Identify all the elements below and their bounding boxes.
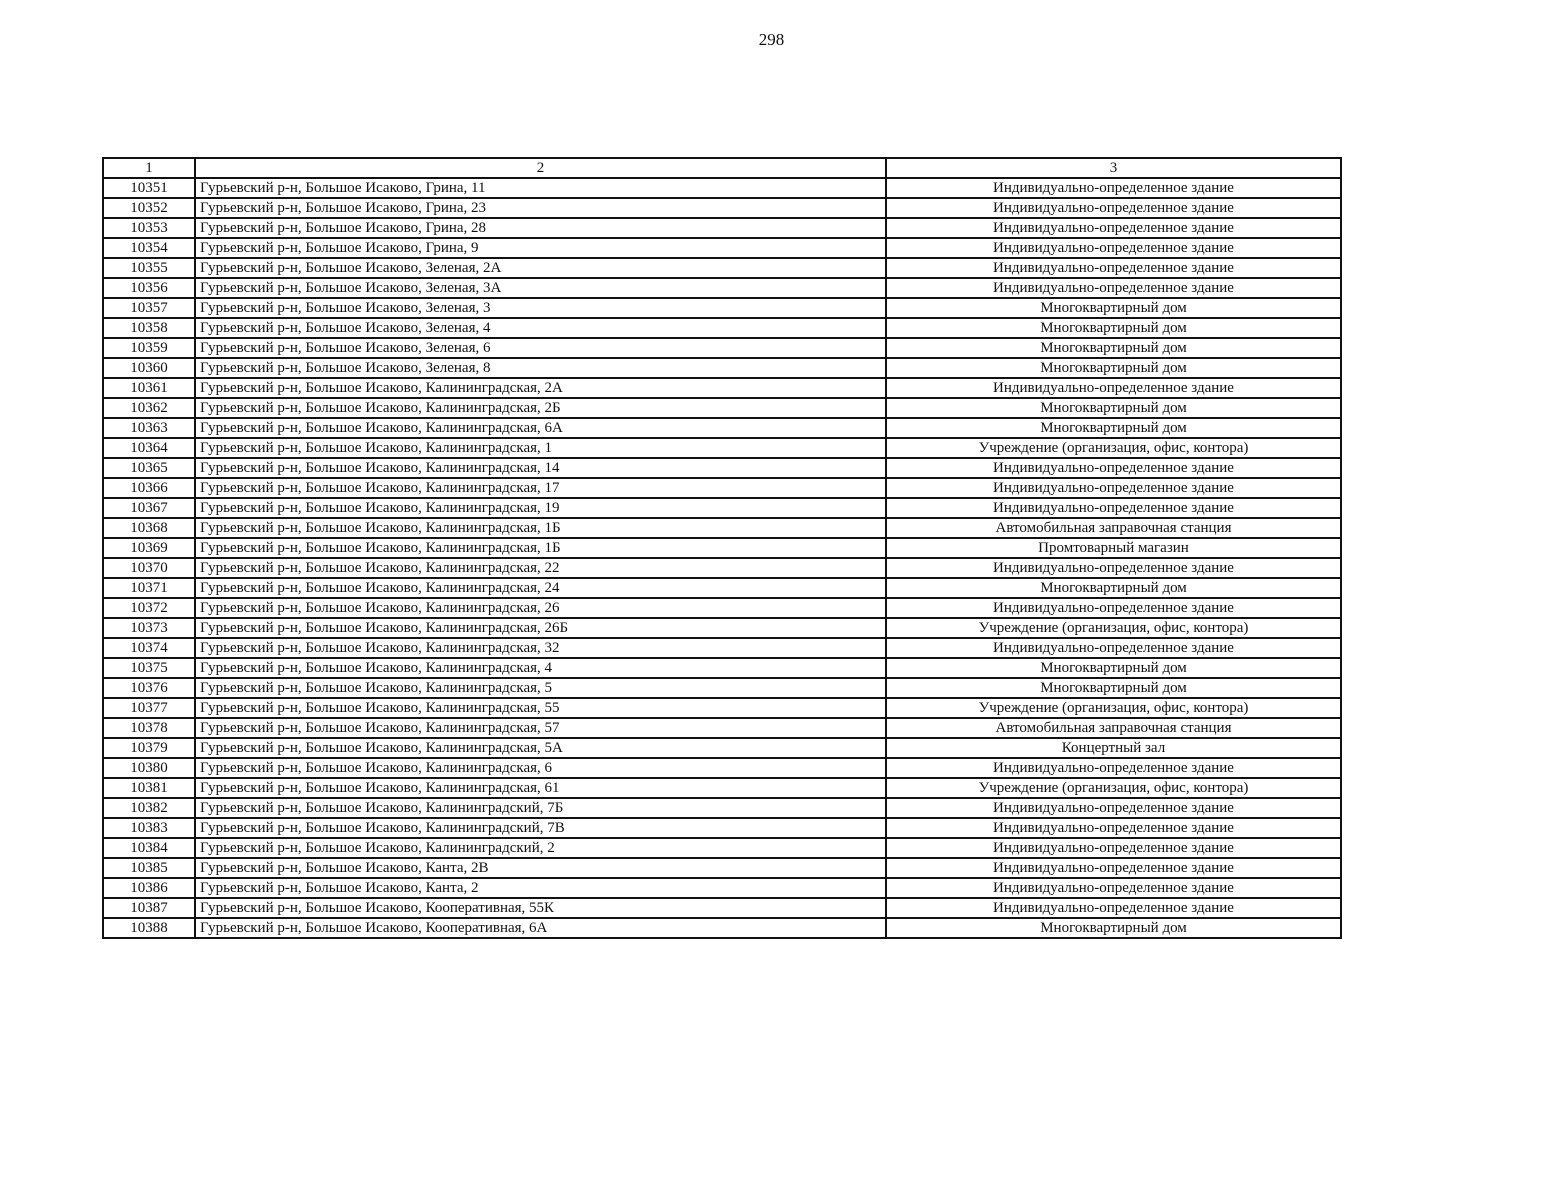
cell-object-type: Индивидуально-определенное здание bbox=[886, 498, 1341, 518]
cell-address: Гурьевский р-н, Большое Исаково, Калининградская, 24 bbox=[195, 578, 886, 598]
cell-object-type: Учреждение (организация, офис, контора) bbox=[886, 778, 1341, 798]
cell-number: 10366 bbox=[103, 478, 195, 498]
cell-address: Гурьевский р-н, Большое Исаково, Грина, 23 bbox=[195, 198, 886, 218]
table-row bbox=[103, 278, 1341, 298]
cell-number: 10380 bbox=[103, 758, 195, 778]
table-row bbox=[103, 638, 1341, 658]
cell-address: Гурьевский р-н, Большое Исаково, Калининградская, 19 bbox=[195, 498, 886, 518]
cell-object-type: Индивидуально-определенное здание bbox=[886, 258, 1341, 278]
cell-object-type: Многоквартирный дом bbox=[886, 338, 1341, 358]
cell-object-type: Многоквартирный дом bbox=[886, 318, 1341, 338]
cell-object-type: Индивидуально-определенное здание bbox=[886, 458, 1341, 478]
cell-number: 10362 bbox=[103, 398, 195, 418]
cell-number: 10388 bbox=[103, 918, 195, 938]
cell-number: 10385 bbox=[103, 858, 195, 878]
cell-address: Гурьевский р-н, Большое Исаково, Калининградская, 22 bbox=[195, 558, 886, 578]
table-row bbox=[103, 758, 1341, 778]
cell-address: Гурьевский р-н, Большое Исаково, Зеленая, 2А bbox=[195, 258, 886, 278]
cell-number: 10353 bbox=[103, 218, 195, 238]
cell-address: Гурьевский р-н, Большое Исаково, Калининградская, 55 bbox=[195, 698, 886, 718]
cell-object-type: Индивидуально-определенное здание bbox=[886, 478, 1341, 498]
table-row bbox=[103, 598, 1341, 618]
table-row bbox=[103, 558, 1341, 578]
cell-address: Гурьевский р-н, Большое Исаково, Калининградская, 4 bbox=[195, 658, 886, 678]
table-row bbox=[103, 458, 1341, 478]
cell-address: Гурьевский р-н, Большое Исаково, Калининградская, 1Б bbox=[195, 518, 886, 538]
table-row bbox=[103, 238, 1341, 258]
table-row bbox=[103, 378, 1341, 398]
cell-address: Гурьевский р-н, Большое Исаково, Калининградская, 26Б bbox=[195, 618, 886, 638]
cell-object-type: Индивидуально-определенное здание bbox=[886, 818, 1341, 838]
cell-object-type: Многоквартирный дом bbox=[886, 578, 1341, 598]
cell-object-type: Индивидуально-определенное здание bbox=[886, 798, 1341, 818]
table-row bbox=[103, 778, 1341, 798]
cell-object-type: Многоквартирный дом bbox=[886, 678, 1341, 698]
cell-number: 10363 bbox=[103, 418, 195, 438]
cell-number: 10386 bbox=[103, 878, 195, 898]
cell-object-type: Концертный зал bbox=[886, 738, 1341, 758]
cell-number: 10374 bbox=[103, 638, 195, 658]
cell-address: Гурьевский р-н, Большое Исаково, Кооперативная, 55К bbox=[195, 898, 886, 918]
cell-object-type: Индивидуально-определенное здание bbox=[886, 198, 1341, 218]
cell-object-type: Индивидуально-определенное здание bbox=[886, 878, 1341, 898]
cell-address: Гурьевский р-н, Большое Исаково, Грина, 11 bbox=[195, 178, 886, 198]
table-row bbox=[103, 478, 1341, 498]
table-row bbox=[103, 698, 1341, 718]
cell-address: Гурьевский р-н, Большое Исаково, Калининградская, 6А bbox=[195, 418, 886, 438]
cell-address: Гурьевский р-н, Большое Исаково, Канта, 2 bbox=[195, 878, 886, 898]
cell-object-type: Индивидуально-определенное здание bbox=[886, 598, 1341, 618]
cell-object-type: Многоквартирный дом bbox=[886, 358, 1341, 378]
cell-address: Гурьевский р-н, Большое Исаково, Зеленая, 3А bbox=[195, 278, 886, 298]
table-row bbox=[103, 898, 1341, 918]
table-row bbox=[103, 838, 1341, 858]
cell-address: Гурьевский р-н, Большое Исаково, Зеленая, 4 bbox=[195, 318, 886, 338]
cell-object-type: Индивидуально-определенное здание bbox=[886, 378, 1341, 398]
cell-number: 10382 bbox=[103, 798, 195, 818]
cell-object-type: Индивидуально-определенное здание bbox=[886, 758, 1341, 778]
table-row bbox=[103, 258, 1341, 278]
cell-object-type: Многоквартирный дом bbox=[886, 658, 1341, 678]
page-number: 298 bbox=[758, 30, 785, 49]
cell-address: Гурьевский р-н, Большое Исаково, Калининградская, 5А bbox=[195, 738, 886, 758]
cell-address: Гурьевский р-н, Большое Исаково, Калининградская, 57 bbox=[195, 718, 886, 738]
cell-number: 10355 bbox=[103, 258, 195, 278]
cell-object-type: Многоквартирный дом bbox=[886, 418, 1341, 438]
cell-address: Гурьевский р-н, Большое Исаково, Зеленая, 6 bbox=[195, 338, 886, 358]
cell-address: Гурьевский р-н, Большое Исаково, Калининградская, 26 bbox=[195, 598, 886, 618]
table-row bbox=[103, 858, 1341, 878]
cell-number: 10358 bbox=[103, 318, 195, 338]
cell-address: Гурьевский р-н, Большое Исаково, Калининградская, 6 bbox=[195, 758, 886, 778]
cell-address: Гурьевский р-н, Большое Исаково, Грина, 9 bbox=[195, 238, 886, 258]
column-header-number: 1 bbox=[103, 158, 195, 178]
table-row bbox=[103, 198, 1341, 218]
cell-number: 10375 bbox=[103, 658, 195, 678]
cell-object-type: Многоквартирный дом bbox=[886, 918, 1341, 938]
cell-address: Гурьевский р-н, Большое Исаково, Зеленая, 8 bbox=[195, 358, 886, 378]
cell-number: 10369 bbox=[103, 538, 195, 558]
cell-object-type: Учреждение (организация, офис, контора) bbox=[886, 618, 1341, 638]
cell-number: 10365 bbox=[103, 458, 195, 478]
table-row bbox=[103, 798, 1341, 818]
cell-number: 10361 bbox=[103, 378, 195, 398]
cell-address: Гурьевский р-н, Большое Исаково, Калининградская, 61 bbox=[195, 778, 886, 798]
cell-number: 10368 bbox=[103, 518, 195, 538]
cell-number: 10360 bbox=[103, 358, 195, 378]
cell-number: 10356 bbox=[103, 278, 195, 298]
cell-address: Гурьевский р-н, Большое Исаково, Калининградский, 2 bbox=[195, 838, 886, 858]
cell-number: 10372 bbox=[103, 598, 195, 618]
table-row bbox=[103, 518, 1341, 538]
table-row bbox=[103, 618, 1341, 638]
cell-address: Гурьевский р-н, Большое Исаково, Калининградская, 2А bbox=[195, 378, 886, 398]
cell-number: 10384 bbox=[103, 838, 195, 858]
cell-object-type: Учреждение (организация, офис, контора) bbox=[886, 438, 1341, 458]
cell-address: Гурьевский р-н, Большое Исаково, Калининградская, 5 bbox=[195, 678, 886, 698]
cell-address: Гурьевский р-н, Большое Исаково, Калининградская, 1 bbox=[195, 438, 886, 458]
cell-number: 10381 bbox=[103, 778, 195, 798]
cell-address: Гурьевский р-н, Большое Исаково, Калининградский, 7Б bbox=[195, 798, 886, 818]
table-row bbox=[103, 218, 1341, 238]
cell-object-type: Индивидуально-определенное здание bbox=[886, 278, 1341, 298]
cell-object-type: Учреждение (организация, офис, контора) bbox=[886, 698, 1341, 718]
column-header-address: 2 bbox=[195, 158, 886, 178]
cell-address: Гурьевский р-н, Большое Исаково, Калининградская, 32 bbox=[195, 638, 886, 658]
table-header-row bbox=[103, 158, 1341, 178]
cell-address: Гурьевский р-н, Большое Исаково, Зеленая, 3 bbox=[195, 298, 886, 318]
table-row bbox=[103, 878, 1341, 898]
table-row bbox=[103, 298, 1341, 318]
cell-object-type: Индивидуально-определенное здание bbox=[886, 238, 1341, 258]
cell-address: Гурьевский р-н, Большое Исаково, Калининградская, 1Б bbox=[195, 538, 886, 558]
cell-object-type: Индивидуально-определенное здание bbox=[886, 178, 1341, 198]
cell-number: 10367 bbox=[103, 498, 195, 518]
table-row bbox=[103, 918, 1341, 938]
cell-address: Гурьевский р-н, Большое Исаково, Грина, 28 bbox=[195, 218, 886, 238]
table-row bbox=[103, 358, 1341, 378]
table-row bbox=[103, 498, 1341, 518]
cell-number: 10383 bbox=[103, 818, 195, 838]
table-row bbox=[103, 438, 1341, 458]
table-row bbox=[103, 678, 1341, 698]
table-body bbox=[103, 158, 1341, 938]
cell-number: 10377 bbox=[103, 698, 195, 718]
cell-object-type: Автомобильная заправочная станция bbox=[886, 718, 1341, 738]
cell-object-type: Индивидуально-определенное здание bbox=[886, 218, 1341, 238]
cell-address: Гурьевский р-н, Большое Исаково, Калининградская, 2Б bbox=[195, 398, 886, 418]
cell-number: 10378 bbox=[103, 718, 195, 738]
table-row bbox=[103, 738, 1341, 758]
cell-number: 10376 bbox=[103, 678, 195, 698]
cell-number: 10354 bbox=[103, 238, 195, 258]
cell-number: 10364 bbox=[103, 438, 195, 458]
table-row bbox=[103, 398, 1341, 418]
cell-object-type: Индивидуально-определенное здание bbox=[886, 638, 1341, 658]
cell-number: 10379 bbox=[103, 738, 195, 758]
table-row bbox=[103, 658, 1341, 678]
cell-number: 10352 bbox=[103, 198, 195, 218]
column-header-type: 3 bbox=[886, 158, 1341, 178]
cell-object-type: Автомобильная заправочная станция bbox=[886, 518, 1341, 538]
cell-object-type: Индивидуально-определенное здание bbox=[886, 838, 1341, 858]
table-row bbox=[103, 718, 1341, 738]
cell-number: 10370 bbox=[103, 558, 195, 578]
cell-object-type: Индивидуально-определенное здание bbox=[886, 558, 1341, 578]
table-row bbox=[103, 818, 1341, 838]
cell-number: 10373 bbox=[103, 618, 195, 638]
table-row bbox=[103, 178, 1341, 198]
cell-number: 10359 bbox=[103, 338, 195, 358]
cell-object-type: Многоквартирный дом bbox=[886, 398, 1341, 418]
cell-number: 10371 bbox=[103, 578, 195, 598]
cell-address: Гурьевский р-н, Большое Исаково, Калининградская, 14 bbox=[195, 458, 886, 478]
cell-address: Гурьевский р-н, Большое Исаково, Калининградская, 17 bbox=[195, 478, 886, 498]
cell-object-type: Индивидуально-определенное здание bbox=[886, 858, 1341, 878]
cell-address: Гурьевский р-н, Большое Исаково, Кооперативная, 6А bbox=[195, 918, 886, 938]
cell-number: 10357 bbox=[103, 298, 195, 318]
address-register-table bbox=[102, 157, 1342, 939]
cell-object-type: Промтоварный магазин bbox=[886, 538, 1341, 558]
table-row bbox=[103, 338, 1341, 358]
table-row bbox=[103, 578, 1341, 598]
cell-address: Гурьевский р-н, Большое Исаково, Канта, 2В bbox=[195, 858, 886, 878]
table-row bbox=[103, 538, 1341, 558]
cell-number: 10351 bbox=[103, 178, 195, 198]
cell-object-type: Индивидуально-определенное здание bbox=[886, 898, 1341, 918]
cell-object-type: Многоквартирный дом bbox=[886, 298, 1341, 318]
cell-number: 10387 bbox=[103, 898, 195, 918]
table-row bbox=[103, 318, 1341, 338]
cell-address: Гурьевский р-н, Большое Исаково, Калининградский, 7В bbox=[195, 818, 886, 838]
table-row bbox=[103, 418, 1341, 438]
